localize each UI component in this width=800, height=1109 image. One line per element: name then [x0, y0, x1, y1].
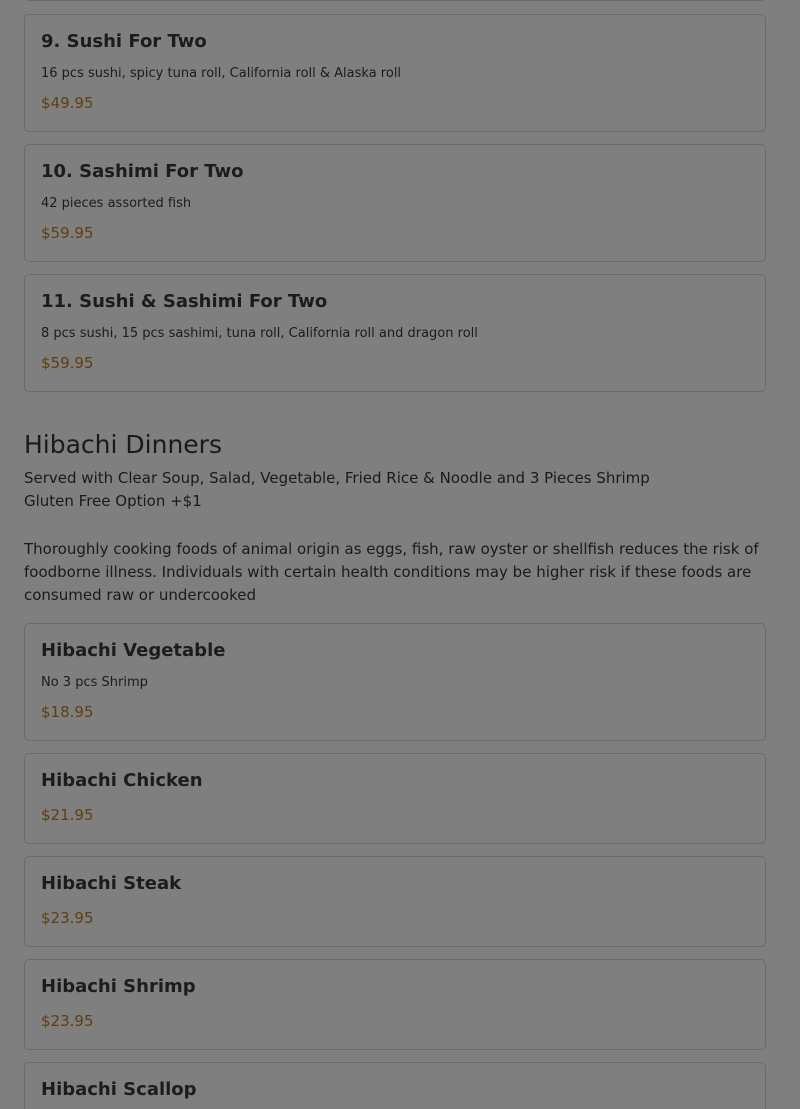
menu-item-description: 16 pcs sushi, spicy tuna roll, California roll & Alaska roll [41, 66, 402, 81]
section-title-hibachi: Hibachi Dinners [24, 430, 222, 459]
menu-item-price: $59.95 [41, 224, 94, 242]
menu-item-price: $59.95 [41, 354, 94, 372]
menu-item-card-partial[interactable] [24, 0, 766, 1]
menu-item-description: 42 pieces assorted fish [41, 196, 192, 211]
menu-item-price: $49.95 [41, 94, 94, 112]
menu-item-name: 11. Sushi & Sashimi For Two [41, 291, 328, 312]
menu-item-name: Hibachi Chicken [41, 770, 203, 791]
menu-item-name: Hibachi Shrimp [41, 976, 196, 997]
menu-item-name: Hibachi Vegetable [41, 640, 226, 661]
menu-item-card-hibachi-chicken[interactable] [24, 753, 766, 844]
menu-item-card-sushi-for-two[interactable] [24, 14, 766, 132]
menu-item-price: $18.95 [41, 703, 94, 721]
menu-item-name: Hibachi Scallop [41, 1079, 197, 1100]
menu-item-card-sushi-sashimi-for-two[interactable] [24, 274, 766, 392]
menu-item-description: 8 pcs sushi, 15 pcs sashimi, tuna roll, California roll and dragon roll [41, 326, 478, 341]
menu-item-name: Hibachi Steak [41, 873, 182, 894]
menu-item-card-hibachi-scallop[interactable] [24, 1062, 766, 1109]
menu-item-card-hibachi-shrimp[interactable] [24, 959, 766, 1050]
food-safety-notice: Thoroughly cooking foods of animal origin as eggs, fish, raw oyster or shellfish reduces the risk of foodborne illness. Individuals with certain health conditions may be higher risk if these foods are consumed raw or undercooked [24, 540, 759, 604]
menu-item-name: 9. Sushi For Two [41, 31, 207, 52]
section-gluten-free-note: Gluten Free Option +$1 [24, 492, 202, 510]
section-served-with: Served with Clear Soup, Salad, Vegetable, Fried Rice & Noodle and 3 Pieces Shrimp [24, 469, 650, 487]
menu-item-price: $23.95 [41, 1012, 94, 1030]
menu-item-name: 10. Sashimi For Two [41, 161, 244, 182]
menu-item-price: $23.95 [41, 909, 94, 927]
menu-item-card-hibachi-steak[interactable] [24, 856, 766, 947]
menu-item-card-sashimi-for-two[interactable] [24, 144, 766, 262]
menu-item-card-hibachi-vegetable[interactable] [24, 623, 766, 741]
menu-item-description: No 3 pcs Shrimp [41, 675, 148, 690]
menu-item-price: $21.95 [41, 806, 94, 824]
